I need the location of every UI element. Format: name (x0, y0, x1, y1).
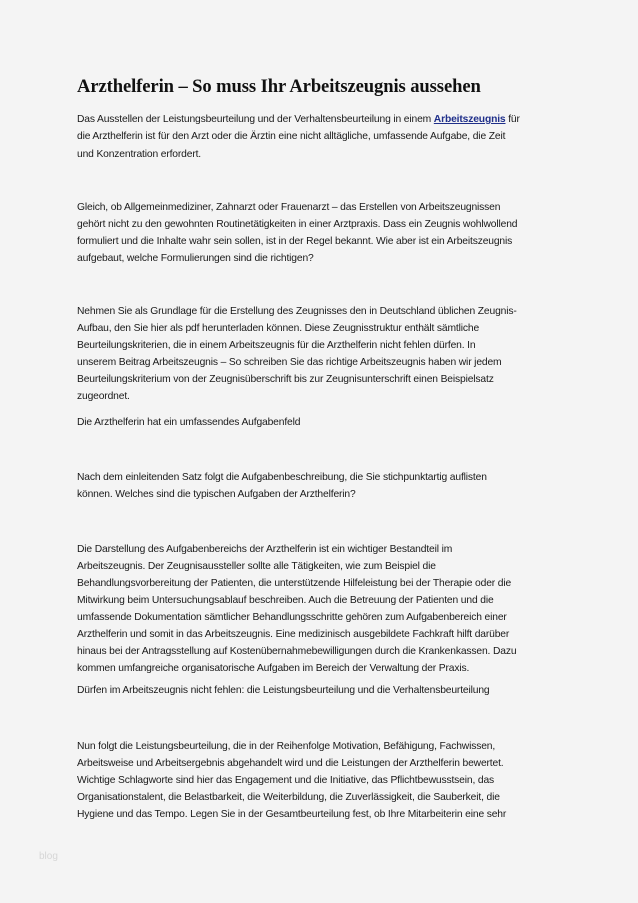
paragraph-line: gehört nicht zu den gewohnten Routinetätigkeiten in einer Arztpraxis. Dass ein Zeugnis wohlwollend (77, 219, 518, 230)
paragraph-line: umfassende Dokumentation sämtlicher Behandlungsschritte gehören zum Aufgabenbereich einer (77, 612, 507, 623)
paragraph-line: Nach dem einleitenden Satz folgt die Aufgabenbeschreibung, die Sie stichpunktartig auflisten (77, 472, 487, 483)
paragraph-line: Gleich, ob Allgemeinmediziner, Zahnarzt oder Frauenarzt – das Erstellen von Arbeitszeugnissen (77, 202, 501, 213)
paragraph-line: Nehmen Sie als Grundlage für die Erstellung des Zeugnisses den in Deutschland üblichen Zeugnis- (77, 306, 517, 317)
paragraph-line: Organisationstalent, die Belastbarkeit, die Weiterbildung, die Zuverlässigkeit, die Sauberkeit, die (77, 792, 500, 803)
paragraph-line: zugeordnet. (77, 391, 130, 402)
section-heading: Dürfen im Arbeitszeugnis nicht fehlen: die Leistungsbeurteilung und die Verhaltensbeurteilung (77, 685, 490, 696)
paragraph-line: Die Darstellung des Aufgabenbereichs der Arzthelferin ist ein wichtiger Bestandteil im (77, 544, 453, 555)
arbeitszeugnis-link[interactable]: Arbeitszeugnis (433, 114, 506, 125)
paragraph-line: Arbeitszeugnis. Der Zeugnisaussteller sollte alle Tätigkeiten, wie zum Beispiel die (77, 561, 436, 572)
intro-text: Das Ausstellen der Leistungsbeurteilung und der Verhaltensbeurteilung in einem (77, 114, 434, 125)
paragraph-line: können. Welches sind die typischen Aufgaben der Arzthelferin? (77, 489, 356, 500)
paragraph-line: hinaus bei der Antragsstellung auf Kostenübernahmebewilligungen durch die Krankenkassen. Dazu (77, 646, 517, 657)
paragraph-line: Nun folgt die Leistungsbeurteilung, die in der Reihenfolge Motivation, Befähigung, Fachwissen, (77, 741, 496, 752)
intro-text: für (505, 114, 520, 125)
paragraph-line: Behandlungsvorbereitung der Patienten, die unterstützende Hilfeleistung bei der Therapie oder die (77, 578, 512, 589)
page-title: Arzthelferin – So muss Ihr Arbeitszeugnis aussehen (77, 76, 481, 97)
intro-line: und Konzentration erfordert. (77, 149, 202, 160)
paragraph-line: Arzthelferin und somit in das Arbeitszeugnis. Eine medizinisch ausgebildete Fachkraft hilft darüber (77, 629, 510, 640)
paragraph-line: Beurteilungskriterium von der Zeugnisüberschrift bis zur Zeugnisunterschrift einen Beispielsatz (77, 374, 494, 385)
paragraph-line: formuliert und die Inhalte wahr sein sollen, ist in der Regel bekannt. Wie aber ist ein Arbeitszeugnis (77, 236, 513, 247)
footer-watermark: blog (39, 851, 58, 862)
section-heading: Die Arzthelferin hat ein umfassendes Aufgabenfeld (77, 417, 301, 428)
paragraph-line: aufgebaut, welche Formulierungen sind die richtigen? (77, 253, 314, 264)
paragraph-line: Aufbau, den Sie hier als pdf herunterladen können. Diese Zeugnisstruktur enthält sämtliche (77, 323, 480, 334)
paragraph-line: Beurteilungskriterien, die in einem Arbeitszeugnis für die Arzthelferin nicht fehlen dürfen. In (77, 340, 476, 351)
paragraph-line: Mitwirkung beim Untersuchungsablauf beschreiben. Auch die Betreuung der Patienten und die (77, 595, 494, 606)
paragraph-line: Hygiene und das Tempo. Legen Sie in der Gesamtbeurteilung fest, ob Ihre Mitarbeiterin eine sehr (77, 809, 507, 820)
paragraph-line: kommen umfangreiche organisatorische Aufgaben im Bereich der Verwaltung der Praxis. (77, 663, 470, 674)
paragraph-line: Wichtige Schlagworte sind hier das Engagement und die Initiative, das Pflichtbewusstsein, das (77, 775, 495, 786)
paragraph-line: Arbeitsweise und Arbeitsergebnis abgehandelt wird und die Leistungen der Arzthelferin bewertet. (77, 758, 504, 769)
intro-line: die Arzthelferin ist für den Arzt oder die Ärztin eine nicht alltägliche, umfassende Aufgabe, die Zeit (77, 131, 506, 142)
paragraph-line: unserem Beitrag Arbeitszeugnis – So schreiben Sie das richtige Arbeitszeugnis haben wir jedem (77, 357, 502, 368)
intro-line (77, 113, 520, 127)
